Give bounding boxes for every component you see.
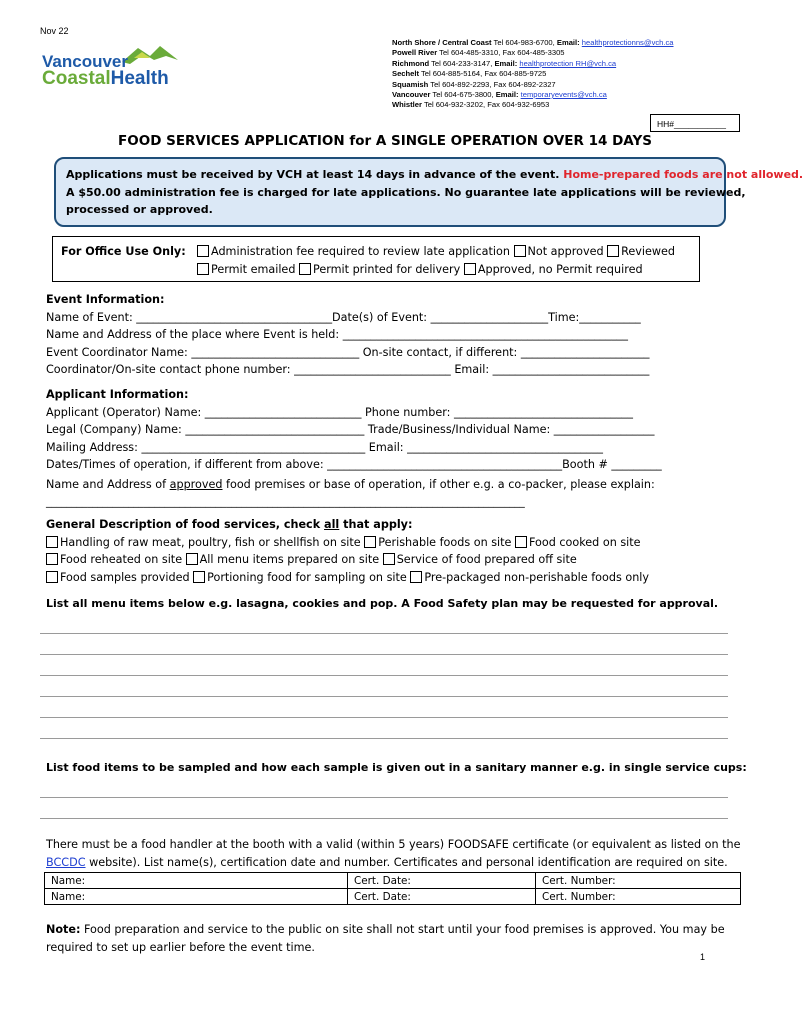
note-text-1 <box>46 921 725 939</box>
legal-name-field[interactable]: Legal (Company) Name: ________________________________ Trade/Business/Individual Name: __________________ <box>46 423 655 437</box>
logo-text-coastal-health <box>42 68 169 90</box>
form-title: FOOD SERVICES APPLICATION for A SINGLE OPERATION OVER 14 DAYS <box>118 133 652 149</box>
certification-table <box>44 872 741 905</box>
label-approved-no-permit: Approved, no Permit required <box>477 263 643 276</box>
contact-phone: Tel 604-983-6700, <box>491 38 557 47</box>
checkbox-raw-meat[interactable] <box>46 536 58 548</box>
checkbox-reheated[interactable] <box>46 553 58 565</box>
label-permit-printed: Permit printed for delivery <box>312 263 461 276</box>
contact-line <box>392 48 762 58</box>
samples-line[interactable] <box>40 818 728 819</box>
contact-list <box>392 38 762 111</box>
contact-region: Sechelt <box>392 69 420 79</box>
checkbox-permit-emailed[interactable] <box>197 263 209 275</box>
menu-line[interactable] <box>40 717 728 718</box>
table-row <box>45 889 741 905</box>
checkbox-permit-printed[interactable] <box>299 263 311 275</box>
premises-answer-line[interactable]: _____________________________________________________________________________________________ <box>46 495 525 508</box>
menu-items-heading: List all menu items below e.g. lasagna, cookies and pop. A Food Safety plan may be requested for approval. <box>46 597 719 610</box>
cert-number-cell[interactable]: Cert. Number: <box>536 889 741 905</box>
premises-question <box>46 476 662 494</box>
services-heading-a: General Description of food services, check <box>46 518 325 531</box>
checkbox-approved-no-permit[interactable] <box>464 263 476 275</box>
contact-region: Powell River <box>392 48 438 58</box>
checkbox-cooked-on-site[interactable] <box>515 536 527 548</box>
notice-box <box>54 157 803 227</box>
table-row <box>45 873 741 889</box>
menu-line[interactable] <box>40 738 728 739</box>
event-section <box>46 291 650 379</box>
contact-line <box>392 90 762 100</box>
premises-text-b: food premises or base of operation, if other e.g. a co-packer, please explain: <box>222 477 655 491</box>
checkbox-not-approved[interactable] <box>514 245 526 257</box>
contact-email-link[interactable]: healthprotection RH@vch.ca <box>519 58 617 68</box>
notice-text-1: Applications must be received by VCH at least 14 days in advance of the event. <box>66 168 564 181</box>
menu-line[interactable] <box>40 654 728 655</box>
contact-phone: Tel 604-932-3202, Fax 604-932-6953 <box>421 100 550 110</box>
checkbox-reviewed[interactable] <box>607 245 619 257</box>
contact-line <box>392 69 762 79</box>
contact-email-link[interactable]: healthprotectionns@vch.ca <box>581 38 674 47</box>
bccdc-link[interactable]: BCCDC <box>46 855 86 869</box>
page-number: 1 <box>700 952 706 962</box>
premises-text-a: Name and Address of <box>46 477 170 491</box>
logo-text-vancouver: Vancouver <box>42 52 128 71</box>
menu-line[interactable] <box>40 696 728 697</box>
label-raw-meat: Handling of raw meat, poultry, fish or shellfish on site <box>60 535 361 549</box>
services-heading-b: that apply: <box>339 518 413 531</box>
label-samples: Food samples provided <box>60 570 190 584</box>
event-contact-field[interactable]: Coordinator/On-site contact phone number: ____________________________ Email: ____________________________ <box>46 363 650 377</box>
cert-name-cell[interactable]: Name: <box>45 873 348 889</box>
office-use-row-1 <box>197 243 675 261</box>
label-not-approved: Not approved <box>527 245 604 258</box>
checkbox-prepackaged[interactable] <box>410 571 422 583</box>
label-perishable: Perishable foods on site <box>378 535 512 549</box>
contact-phone: Tel 604-885-5164, Fax 604-885-9725 <box>419 69 547 79</box>
label-portioning: Portioning food for sampling on site <box>207 570 407 584</box>
cert-date-cell[interactable]: Cert. Date: <box>348 889 536 905</box>
label-cooked-on-site: Food cooked on site <box>529 535 641 549</box>
label-reheated: Food reheated on site <box>60 553 183 567</box>
premises-text-approved: approved <box>169 477 223 491</box>
contact-region: Squamish <box>392 79 429 89</box>
hh-number-box[interactable]: HH#___________ <box>650 114 740 132</box>
checkbox-prepared-off-site[interactable] <box>383 553 395 565</box>
label-reviewed: Reviewed <box>621 245 676 258</box>
applicant-section <box>46 386 662 511</box>
checkbox-samples[interactable] <box>46 571 58 583</box>
logo-text-coastal: Coastal <box>42 68 111 89</box>
contact-email-label: Email: <box>494 58 520 68</box>
document-date: Nov 22 <box>40 26 69 36</box>
contact-line <box>392 80 762 90</box>
label-admin-fee: Administration fee required to review late application <box>211 245 510 258</box>
office-use-box <box>52 236 700 282</box>
checkbox-portioning[interactable] <box>193 571 205 583</box>
contact-phone: Tel 604-675-3800, <box>430 90 496 100</box>
notice-text-2: A $50.00 administration fee is charged for late applications. No guarantee late applications will be reviewed, <box>66 185 746 199</box>
mailing-address-field[interactable]: Mailing Address: ________________________________________ Email: ___________________________________ <box>46 440 603 454</box>
office-use-row-2 <box>197 261 643 279</box>
cert-date-cell[interactable]: Cert. Date: <box>348 873 536 889</box>
applicant-heading: Applicant Information: <box>46 388 189 401</box>
checkbox-all-menu-on-site[interactable] <box>186 553 198 565</box>
contact-email-label: Email: <box>495 90 521 100</box>
cert-name-cell[interactable]: Name: <box>45 889 348 905</box>
contact-region: North Shore / Central Coast <box>392 38 492 47</box>
event-heading: Event Information: <box>46 293 165 306</box>
contact-email-label: Email: <box>556 38 582 47</box>
note-section <box>46 921 725 956</box>
contact-phone: Tel 604-233-3147, <box>429 58 495 68</box>
services-row-1 <box>46 534 649 552</box>
label-permit-emailed: Permit emailed <box>211 263 296 276</box>
logo-text-health: Health <box>110 68 169 89</box>
note-body-1: Food preparation and service to the public on site shall not start until your food premises is approved. You may be <box>80 923 725 936</box>
foodsafe-text-2 <box>46 854 741 872</box>
event-coordinator-field[interactable]: Event Coordinator Name: ______________________________ On-site contact, if different: _______________________ <box>46 345 650 359</box>
contact-line <box>392 38 762 48</box>
cert-number-cell[interactable]: Cert. Number: <box>536 873 741 889</box>
contact-phone: Tel 604-892-2293, Fax 604-892-2327 <box>428 79 556 89</box>
checkbox-perishable[interactable] <box>364 536 376 548</box>
checkbox-admin-fee[interactable] <box>197 245 209 257</box>
contact-line <box>392 100 762 110</box>
office-use-label: For Office Use Only: <box>61 245 186 258</box>
contact-phone: Tel 604-485-3310, Fax 604-485-3305 <box>437 48 565 58</box>
label-all-menu-on-site: All menu items prepared on site <box>199 553 380 567</box>
event-place-field[interactable]: Name and Address of the place where Event is held: ___________________________________________________ <box>46 328 628 342</box>
foodsafe-text-2b: website). List name(s), certification date and number. Certificates and personal identification are required on site. <box>85 855 728 869</box>
contact-region: Richmond <box>392 58 430 68</box>
note-label: Note: <box>46 923 81 936</box>
services-heading-all: all <box>324 518 340 531</box>
vch-logo <box>40 42 190 92</box>
applicant-name-field[interactable]: Applicant (Operator) Name: ____________________________ Phone number: ________________________________ <box>46 405 633 419</box>
contact-region: Vancouver <box>392 90 431 100</box>
operation-dates-field[interactable]: Dates/Times of operation, if different from above: __________________________________________Booth # _________ <box>46 458 662 472</box>
foodsafe-section <box>46 836 741 871</box>
contact-email-link[interactable]: temporaryevents@vch.ca <box>520 90 607 100</box>
event-name-field[interactable]: Name of Event: ___________________________________Date(s) of Event: _____________________Time:___________ <box>46 310 641 324</box>
services-section <box>46 516 649 586</box>
samples-heading: List food items to be sampled and how each sample is given out in a sanitary manner e.g. in single service cups: <box>46 761 747 774</box>
services-row-3 <box>46 569 649 587</box>
note-text-2: required to set up earlier before the event time. <box>46 940 315 954</box>
label-prepackaged: Pre-packaged non-perishable foods only <box>424 570 650 584</box>
contact-line <box>392 59 762 69</box>
services-heading <box>46 516 649 534</box>
notice-text-3: processed or approved. <box>66 203 213 217</box>
contact-region: Whistler <box>392 100 422 110</box>
samples-line[interactable] <box>40 797 728 798</box>
notice-warning: Home-prepared foods are not allowed. <box>563 168 803 181</box>
label-prepared-off-site: Service of food prepared off site <box>396 553 577 567</box>
menu-line[interactable] <box>40 633 728 634</box>
menu-line[interactable] <box>40 675 728 676</box>
services-row-2 <box>46 551 649 569</box>
foodsafe-text-1: There must be a food handler at the booth with a valid (within 5 years) FOODSAFE certificate (or equivalent as listed on the <box>46 838 741 851</box>
